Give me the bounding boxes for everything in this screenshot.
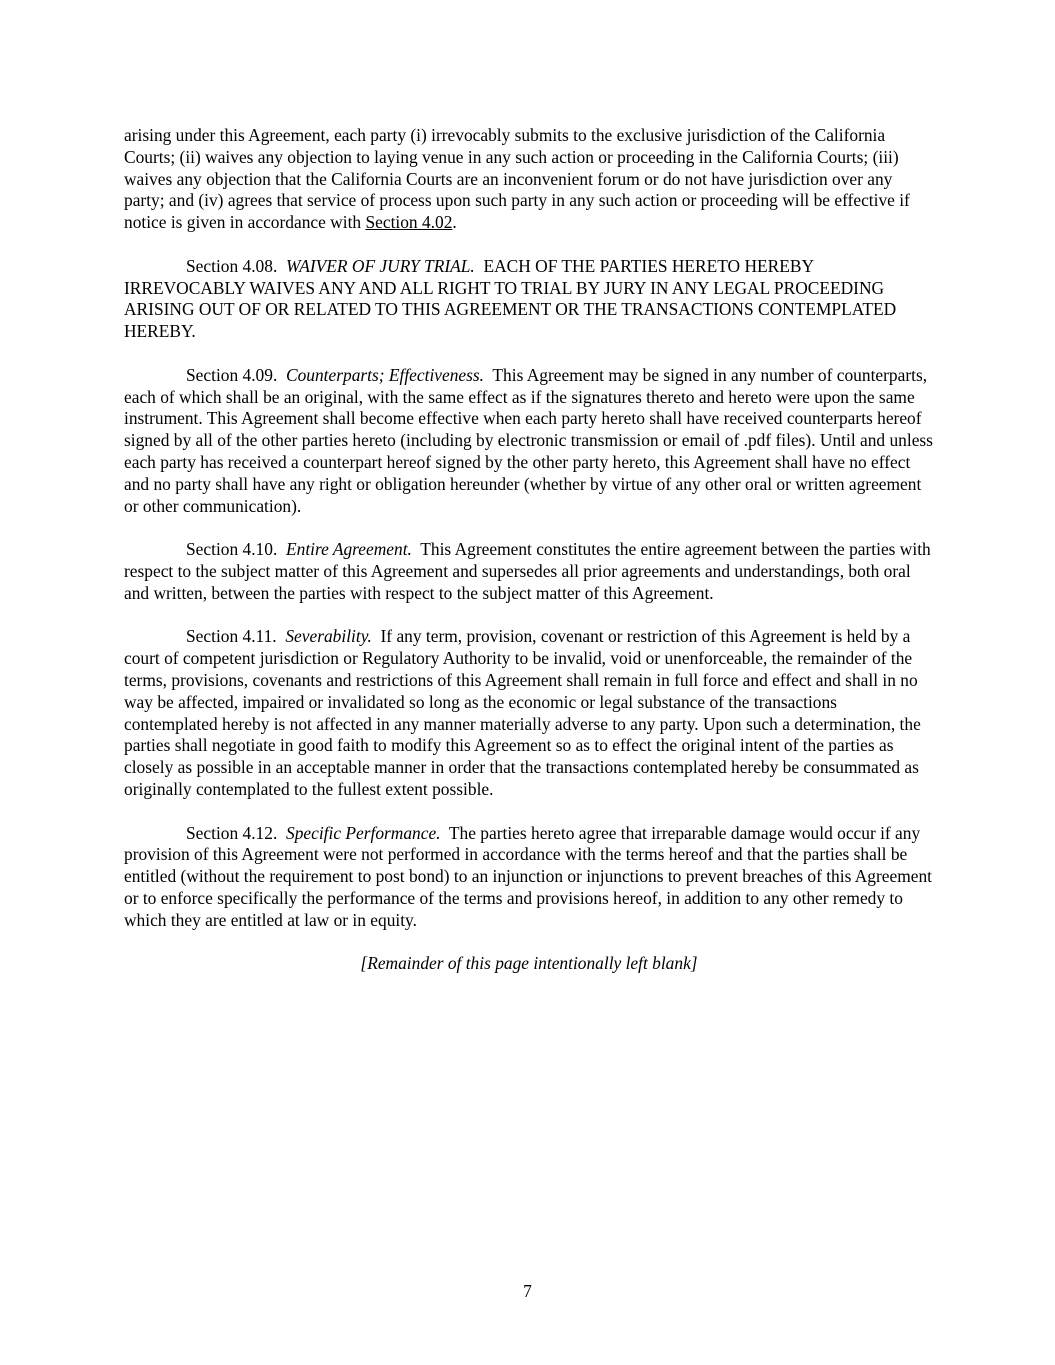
section-4-09 [124, 365, 934, 518]
section-heading: Counterparts; Effectiveness. [286, 364, 485, 385]
section-number: Section 4.08. [186, 255, 278, 276]
section-number: Section 4.10. [186, 539, 278, 560]
section-body: This Agreement may be signed in any number of counterparts, each of which shall be an original, with the same effect as if the signatures thereto and hereto were upon the same instrument. This Agreement shall become effective when each party hereto shall have received counterparts hereof signed by all of the other parties hereto (including by electronic transmission or email of .pdf files). Until and unless each party has received a counterpart hereof signed by the other party hereto, this Agreement shall have no effect and no party shall have any right or obligation hereunder (whether by virtue of any other oral or written agreement or other communication). [124, 364, 933, 516]
section-4-10 [124, 539, 934, 604]
section-body: This Agreement constitutes the entire agreement between the parties with respect to the subject matter of this Agreement and supersedes all prior agreements and understandings, both oral and written, between the parties with respect to the subject matter of this Agreement. [124, 539, 931, 603]
section-reference-link: Section 4.02 [365, 212, 453, 233]
page-number: 7 [523, 1281, 532, 1301]
continuation-text: arising under this Agreement, each party (i) irrevocably submits to the exclusive jurisdiction of the California Courts; (ii) waives any objection to laying venue in any such action or proceeding in the California Courts; (iii) waives any objection that the California Courts are an inconvenient forum or do not have jurisdiction over any party; and (iv) agrees that service of process upon such party in any such action or proceeding will be effective if notice is given in accordance with [124, 125, 910, 233]
section-body: If any term, provision, covenant or restriction of this Agreement is held by a court of competent jurisdiction or Regulatory Authority to be invalid, void or unenforceable, the remainder of the terms, provisions, covenants and restrictions of this Agreement shall remain in full force and effect and shall in no way be affected, impaired or invalidated so long as the economic or legal substance of the transactions contemplated hereby is not affected in any manner materially adverse to any party. Upon such a determination, the parties shall negotiate in good faith to modify this Agreement so as to effect the original intent of the parties as closely as possible in an acceptable manner in order that the transactions contemplated hereby be consummated as originally contemplated to the fullest extent possible. [124, 626, 921, 799]
section-number: Section 4.11. [186, 626, 277, 647]
document-body [124, 125, 934, 975]
section-heading: WAIVER OF JURY TRIAL. [286, 255, 475, 276]
section-number: Section 4.09. [186, 364, 278, 385]
continuation-paragraph [124, 125, 934, 234]
continuation-end: . [452, 212, 457, 233]
section-heading: Severability. [285, 626, 372, 647]
section-heading: Specific Performance. [286, 822, 441, 843]
section-heading: Entire Agreement. [286, 539, 412, 560]
section-number: Section 4.12. [186, 822, 278, 843]
section-4-12 [124, 823, 934, 932]
section-body: EACH OF THE PARTIES HERETO HEREBY IRREVOCABLY WAIVES ANY AND ALL RIGHT TO TRIAL BY JURY IN ANY LEGAL PROCEEDING ARISING OUT OF OR RELATED TO THIS AGREEMENT OR THE TRANSACTIONS CONTEMPLATED HEREBY. [124, 255, 897, 342]
section-body: The parties hereto agree that irreparable damage would occur if any provision of this Agreement were not performed in accordance with the terms hereof and that the parties shall be entitled (without the requirement to post bond) to an injunction or injunctions to prevent breaches of this Agreement or to enforce specifically the performance of the terms and provisions hereof, in addition to any other remedy to which they are entitled at law or in equity. [124, 822, 932, 930]
remainder-note: [Remainder of this page intentionally left blank] [360, 953, 698, 974]
section-4-11 [124, 626, 934, 800]
section-4-08 [124, 256, 934, 343]
